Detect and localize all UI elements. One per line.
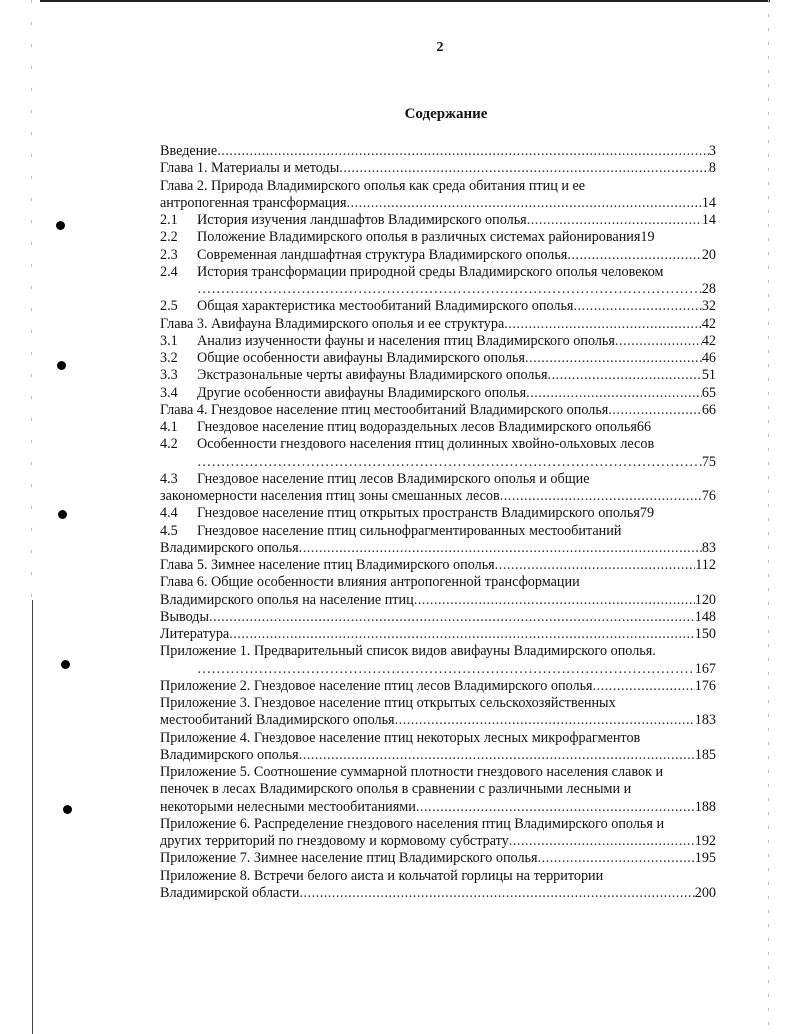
page-ref: 76 — [701, 488, 716, 504]
toc-entry-appendix-5[interactable]: Приложение 5. Соотношение суммарной плотности гнездового населения славок и — [160, 764, 664, 780]
punch-hole-mark — [56, 221, 65, 230]
page-ref: 192 — [694, 833, 716, 849]
toc-entry-appendix-6-cont[interactable]: других территорий по гнездовому и кормовому субстрату ..... 192 — [160, 833, 716, 850]
toc-entry-literature[interactable]: Литература ..... 150 — [160, 626, 716, 643]
page-ref: 20 — [701, 246, 716, 263]
page-ref: 42 — [701, 332, 716, 349]
toc-entry-appendix-7[interactable]: Приложение 7. Зимнее население птиц Владимирского ополья ..... 195 — [160, 850, 716, 867]
toc-entry-appendix-5-line-2[interactable]: пеночек в лесах Владимирского ополья в сравнении с различными лесными и — [160, 781, 632, 798]
toc-entry-3-2[interactable]: 3.2 Общие особенности авифауны Владимирского ополья ..... 46 — [160, 350, 716, 367]
page-ref: 148 — [694, 608, 716, 625]
page-ref: 46 — [701, 350, 716, 366]
toc-entry-chapter-1[interactable]: Глава 1. Материалы и методы ..... 8 — [160, 160, 716, 177]
page-ref: 120 — [694, 591, 716, 608]
toc-entry-2-1[interactable]: 2.1 История изучения ландшафтов Владимирского ополья ..... 14 — [160, 212, 716, 229]
toc-entry-4-5-cont[interactable]: Владимирского ополья ..... 83 — [160, 540, 716, 557]
toc-entry-chapter-5[interactable]: Глава 5. Зимнее население птиц Владимирского ополья ..... 112 — [160, 557, 716, 574]
page-ref: 167 — [694, 660, 716, 677]
toc-entry-4-3-cont[interactable]: закономерности населения птиц зоны смешанных лесов ..... 76 — [160, 488, 716, 505]
page-ref: 75 — [701, 453, 716, 470]
page-ref: 176 — [694, 677, 716, 694]
toc-entry-appendix-2[interactable]: Приложение 2. Гнездовое население птиц лесов Владимирского ополья ..... 176 — [160, 678, 716, 695]
scan-left-edge-marks — [31, 0, 32, 600]
page-ref: 79 — [639, 505, 655, 522]
toc-entry-3-4[interactable]: 3.4 Другие особенности авифауны Владимирского ополья ..... 65 — [160, 385, 716, 402]
toc-entry-2-4-cont[interactable] — [160, 281, 716, 298]
page-ref: 42 — [701, 315, 716, 332]
toc-entry-2-2[interactable]: 2.2 Положение Владимирского ополья в различных системах районирования 19 — [160, 229, 655, 246]
page-ref: 188 — [694, 798, 716, 815]
scan-right-edge-marks — [768, 0, 769, 1034]
toc-entry-4-5[interactable]: 4.5 Гнездовое население птиц сильнофрагментированных местообитаний — [160, 522, 622, 539]
toc-entry-chapter-6[interactable]: Глава 6. Общие особенности влияния антропогенной трансформации — [160, 574, 580, 591]
toc-entry-2-5[interactable]: 2.5 Общая характеристика местообитаний Владимирского ополья ..... 32 — [160, 298, 716, 315]
page-ref: 185 — [694, 746, 716, 763]
page-ref: 14 — [701, 194, 716, 211]
punch-hole-mark — [61, 660, 70, 669]
page-ref: 19 — [640, 229, 655, 246]
page-ref: 14 — [701, 212, 716, 228]
toc-entry-4-2-cont[interactable] — [160, 454, 716, 471]
toc-entry-2-4[interactable]: 2.4 История трансформации природной среды Владимирского ополья человеком — [160, 263, 664, 280]
punch-hole-mark — [57, 361, 66, 370]
page-ref: 51 — [701, 367, 716, 384]
toc-entry-3-3[interactable]: 3.3 Экстразональные черты авифауны Владимирского ополья ..... 51 — [160, 367, 716, 384]
toc-entry-conclusions[interactable]: Выводы ..... 148 — [160, 609, 716, 626]
scan-left-edge — [32, 600, 33, 1034]
toc-entry-appendix-4[interactable]: Приложение 4. Гнездовое население птиц некоторых лесных микрофрагментов — [160, 729, 641, 746]
toc-entry-appendix-4-cont[interactable]: Владимирского ополья ..... 185 — [160, 747, 716, 764]
punch-hole-mark — [63, 805, 72, 814]
page-ref: 150 — [694, 626, 716, 642]
toc-entry-2-3[interactable]: 2.3 Современная ландшафтная структура Владимирского ополья ..... 20 — [160, 247, 716, 264]
toc-entry-chapter-2-cont[interactable]: антропогенная трансформация ..... 14 — [160, 195, 716, 212]
page-ref: 8 — [708, 160, 716, 177]
page-ref: 65 — [701, 384, 716, 401]
toc-entry-3-1[interactable]: 3.1 Анализ изученности фауны и населения птиц Владимирского ополья ..... 42 — [160, 333, 716, 350]
toc-entry-chapter-2[interactable]: Глава 2. Природа Владимирского ополья как среда обитания птиц и ее — [160, 177, 586, 194]
page-ref: 32 — [701, 298, 716, 315]
toc-entry-appendix-1[interactable]: Приложение 1. Предварительный список видов авифауны Владимирского ополья. — [160, 643, 656, 660]
page-ref: 112 — [695, 557, 716, 573]
table-of-contents — [160, 143, 716, 902]
toc-title: Содержание — [404, 106, 488, 122]
toc-entry-4-1[interactable]: 4.1 Гнездовое население птиц водораздельных лесов Владимирского ополья 66 — [160, 419, 652, 435]
toc-entry-chapter-3[interactable]: Глава 3. Авифауна Владимирского ополья и ее структура ..... 42 — [160, 316, 716, 333]
toc-entry-chapter-6-cont[interactable]: Владимирского ополья на население птиц ..... 120 — [160, 592, 716, 609]
punch-hole-mark — [58, 510, 67, 519]
page-number: 2 — [436, 40, 444, 55]
page-ref: 195 — [694, 850, 716, 867]
toc-entry-appendix-3-cont[interactable]: местообитаний Владимирского ополья ..... 183 — [160, 712, 716, 729]
toc-entry-appendix-8-cont[interactable]: Владимирской области ..... 200 — [160, 885, 716, 902]
toc-entry-4-3[interactable]: 4.3 Гнездовое население птиц лесов Владимирского ополья и общие — [160, 470, 590, 487]
toc-entry-4-4[interactable]: 4.4 Гнездовое население птиц открытых пространств Владимирского ополья 79 — [160, 505, 655, 522]
toc-entry-appendix-8[interactable]: Приложение 8. Встречи белого аиста и кольчатой горлицы на территории — [160, 867, 604, 884]
page-ref: 3 — [708, 143, 716, 159]
toc-entry-appendix-1-cont[interactable] — [160, 661, 716, 678]
toc-entry-4-2[interactable]: 4.2 Особенности гнездового населения птиц долинных хвойно-ольховых лесов — [160, 436, 655, 453]
toc-entry-introduction[interactable]: Введение ..... 3 — [160, 143, 716, 160]
page-ref: 66 — [636, 419, 652, 435]
page-ref: 183 — [694, 712, 716, 729]
toc-entry-chapter-4[interactable]: Глава 4. Гнездовое население птиц местообитаний Владимирского ополья ..... 66 — [160, 402, 716, 419]
page-ref: 200 — [694, 884, 716, 901]
page-ref: 83 — [701, 539, 716, 556]
toc-entry-appendix-6[interactable]: Приложение 6. Распределение гнездового населения птиц Владимирского ополья и — [160, 815, 665, 832]
toc-entry-appendix-5-cont[interactable]: некоторыми нелесными местообитаниями ..... 188 — [160, 799, 716, 816]
scan-top-edge — [40, 0, 770, 2]
page-ref: 66 — [701, 401, 716, 418]
page-ref: 28 — [701, 281, 716, 297]
toc-entry-appendix-3[interactable]: Приложение 3. Гнездовое население птиц открытых сельскохозяйственных — [160, 695, 616, 711]
